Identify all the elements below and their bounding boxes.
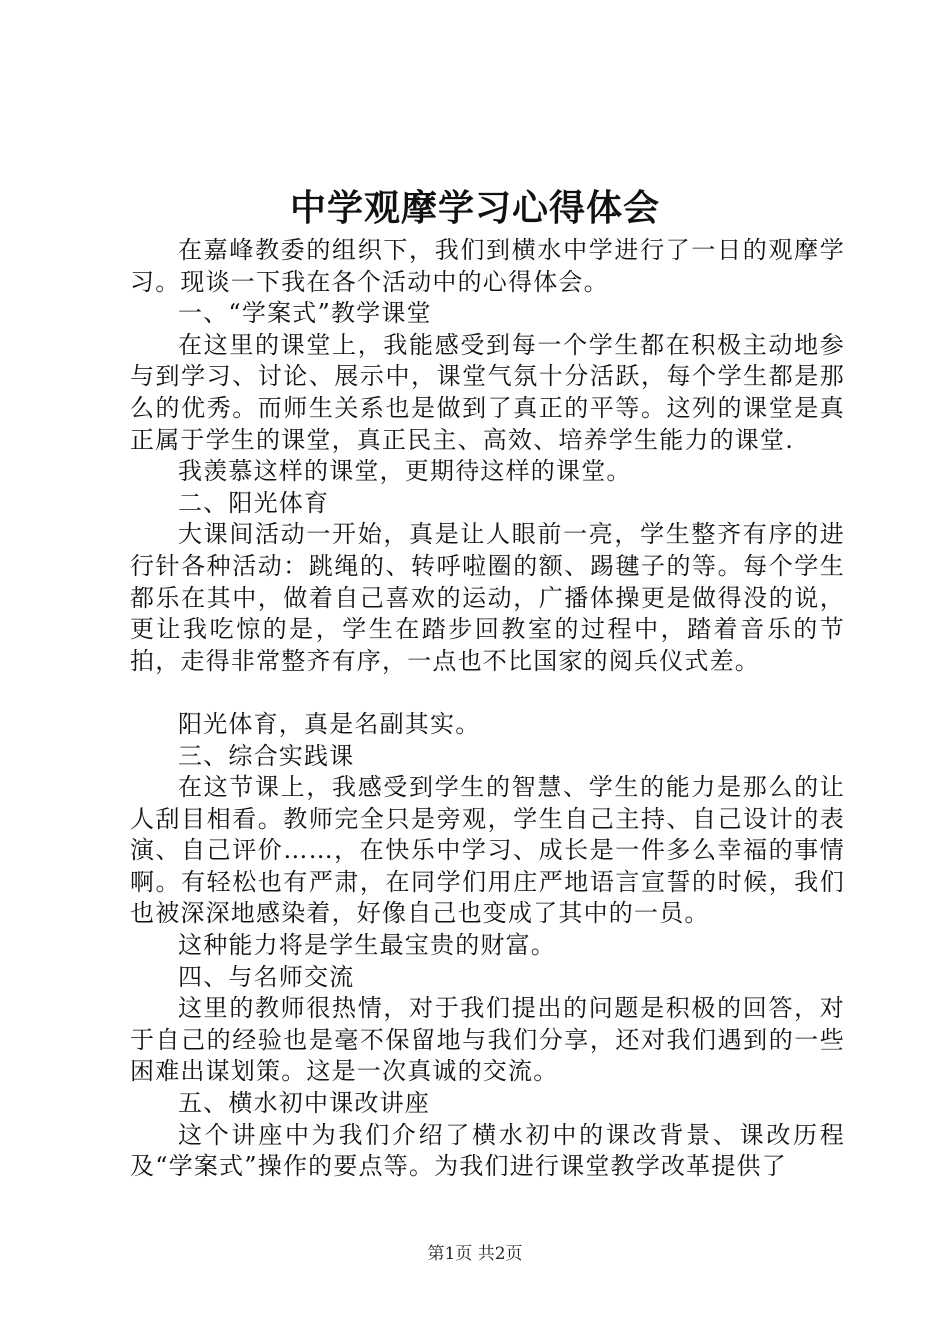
paragraph-section-4: 这里的教师很热情，对于我们提出的问题是积极的回答，对于自己的经验也是毫不保留地与我们分享，还对我们遇到的一些困难出谋划策。这是一次真诚的交流。 — [130, 994, 845, 1086]
paragraph-intro: 在嘉峰教委的组织下，我们到横水中学进行了一日的观摩学习。现谈一下我在各个活动中的心得体会。 — [130, 236, 845, 296]
section-heading-1: 一、“学案式”教学课堂 — [178, 299, 432, 328]
section-heading-2: 二、阳光体育 — [178, 488, 330, 517]
blank-line — [130, 677, 845, 709]
paragraph-section-3: 在这节课上，我感受到学生的智慧、学生的能力是那么的让人刮目相看。教师完全只是旁观，学生自己主持、自己设计的表演、自己评价……，在快乐中学习、成长是一件多么幸福的事情啊。有轻松也有严肃，在同学们用庄严地语言宣誓的时候，我们也被深深地感染着，好像自己也变成了其中的一员。 — [130, 773, 845, 928]
document-title: 中学观摩学习心得体会 — [289, 187, 660, 229]
section-heading-4: 四、与名师交流 — [178, 962, 355, 991]
paragraph-section-5: 这个讲座中为我们介绍了横水初中的课改背景、课改历程及“学案式”操作的要点等。为我们进行课堂教学改革提供了 — [130, 1120, 845, 1181]
paragraph-section-1-closing: 我羡慕这样的课堂，更期待这样的课堂。 — [178, 457, 632, 486]
paragraph-section-2: 大课间活动一开始，真是让人眼前一亮，学生整齐有序的进行针各种活动：跳绳的、转呼啦圈的额、踢毽子的等。每个学生都乐在其中，做着自己喜欢的运动，广播体操更是做得没的说，更让我吃惊的是，学生在踏步回教室的过程中，踏着音乐的节拍，走得非常整齐有序，一点也不比国家的阅兵仪式差。 — [130, 520, 845, 675]
section-heading-5: 五、横水初中课改讲座 — [178, 1089, 430, 1118]
paragraph-section-3-closing: 这种能力将是学生最宝贵的财富。 — [178, 931, 556, 960]
paragraph-section-1: 在这里的课堂上，我能感受到每一个学生都在积极主动地参与到学习、讨论、展示中，课堂气氛十分活跃，每个学生都是那么的优秀。而师生关系也是做到了真正的平等。这列的课堂是真正属于学生的课堂，真正民主、高效、培养学生能力的课堂. — [130, 330, 845, 454]
paragraph-section-2-closing: 阳光体育，真是名副其实。 — [178, 709, 481, 738]
page-footer: 第1页 共2页 — [427, 1244, 523, 1264]
document-body — [130, 235, 845, 1183]
section-heading-3: 三、综合实践课 — [178, 741, 355, 770]
